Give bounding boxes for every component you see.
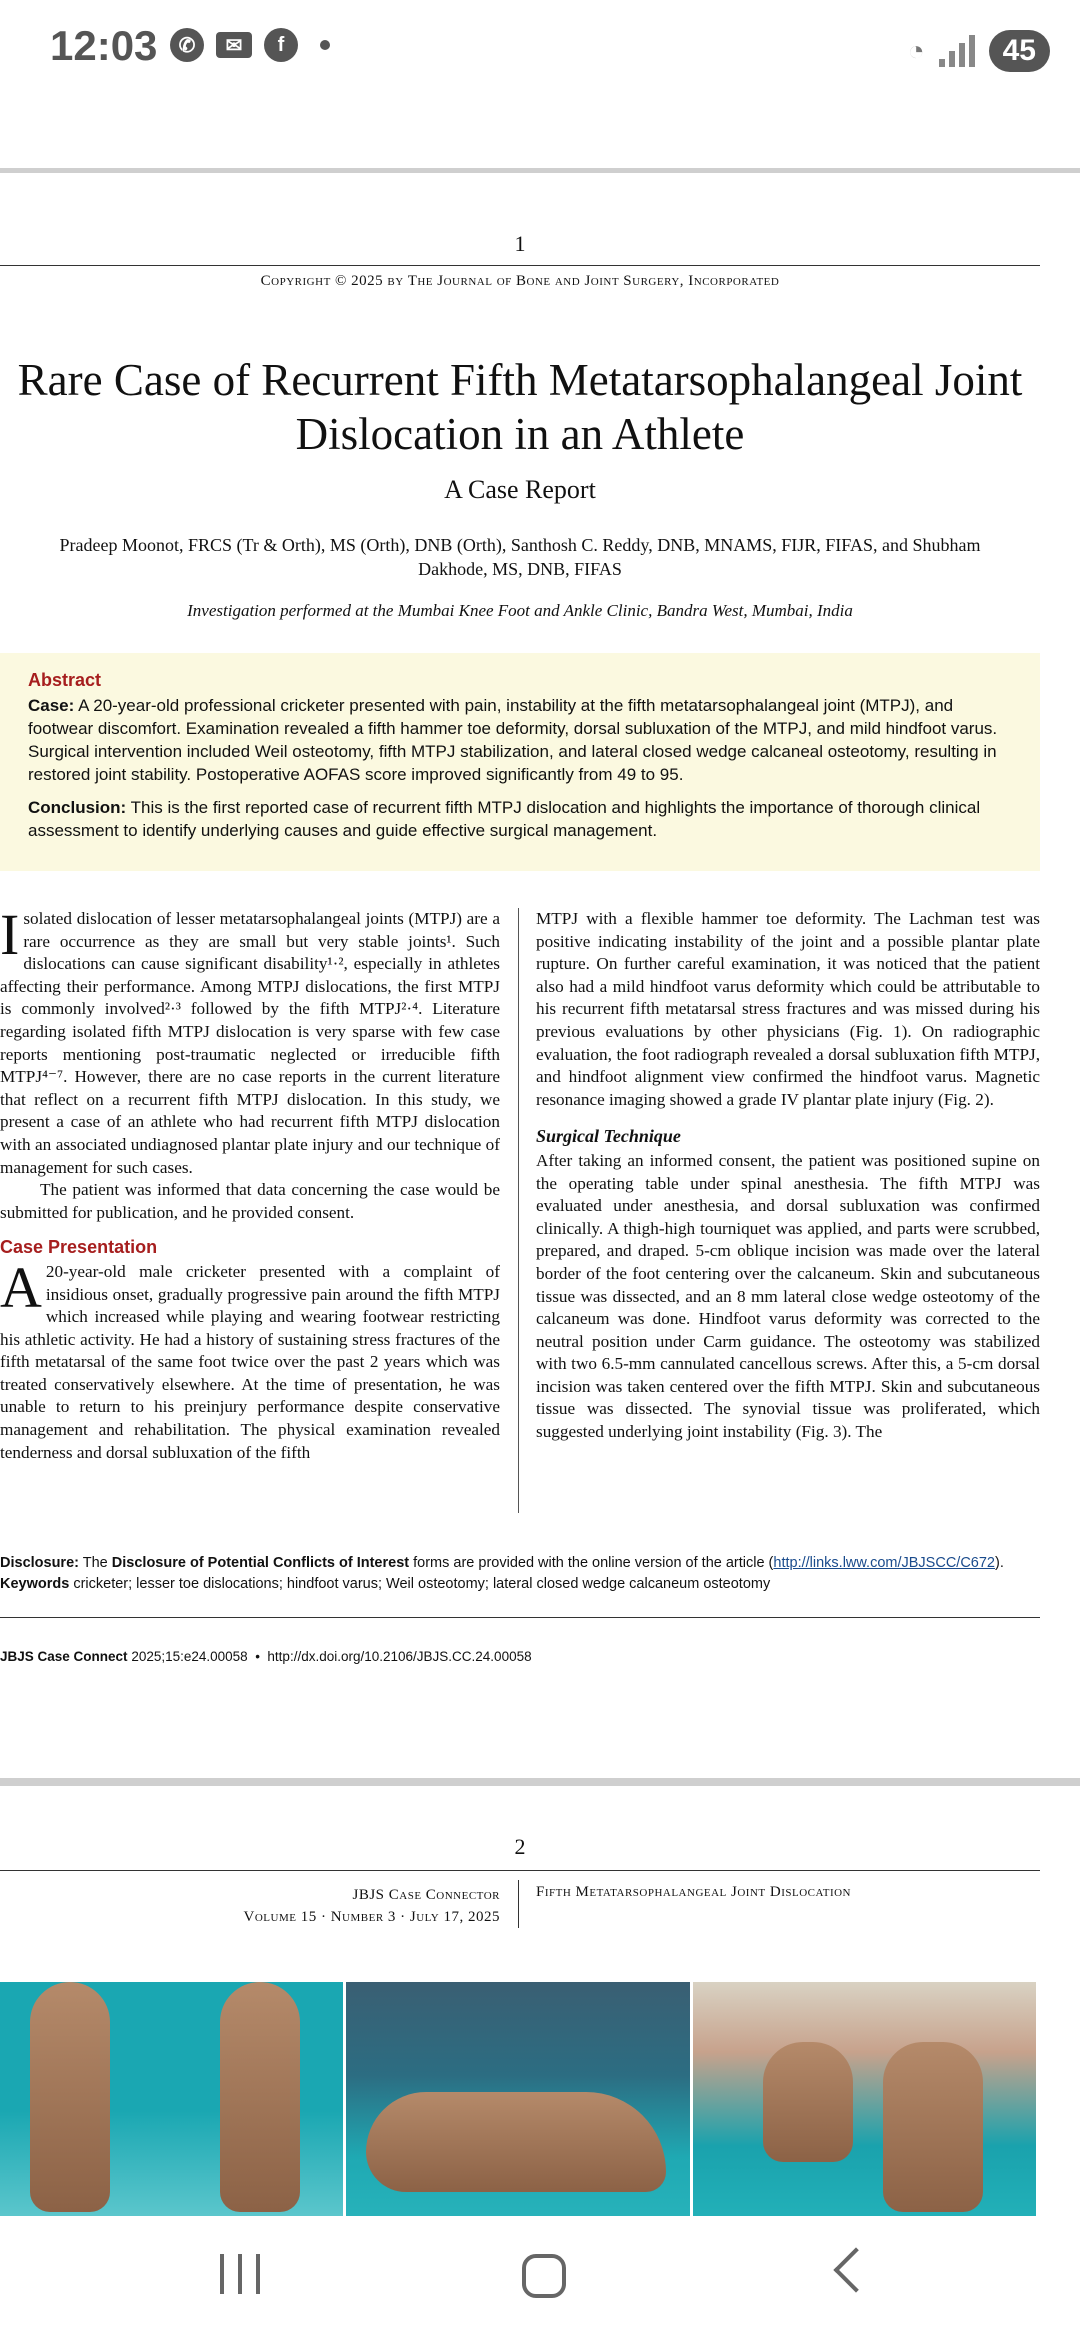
dot-icon: [320, 40, 330, 50]
header-rule: [0, 265, 1040, 266]
disclosure-block: [0, 1553, 1040, 1595]
disclosure-line: Disclosure: The Disclosure of Potential Conflicts of Interest forms are provided with the online version of the article (http://links.lww.com/JBJSCC/C672).: [0, 1555, 1004, 1571]
abstract-box: [0, 653, 1040, 871]
article-title: Rare Case of Recurrent Fifth Metatarsophalangeal Joint Dislocation in an Athlete: [17, 355, 1023, 459]
recent-apps-icon[interactable]: [220, 2254, 260, 2294]
running-header-right: Fifth Metatarsophalangeal Joint Dislocation: [536, 1884, 851, 1900]
page-number: 2: [514, 1834, 526, 1859]
whatsapp-icon: ✆: [170, 28, 204, 62]
authors: Pradeep Moonot, FRCS (Tr & Orth), MS (Orth), DNB (Orth), Santhosh C. Reddy, DNB, MNAMS, FIJR, FIFAS, and Shubham Dakhode, MS, DNB, FIFAS: [59, 535, 981, 579]
photo-feet-standing: [693, 1982, 1036, 2216]
abstract-case: [28, 694, 1012, 786]
home-icon[interactable]: [522, 2254, 566, 2298]
status-bar: [0, 0, 1080, 110]
article-subtitle: A Case Report: [444, 475, 596, 504]
consent-paragraph: The patient was informed that data concerning the case would be submitted for publication, and he provided consent.: [0, 1180, 500, 1222]
keywords-line: Keywords cricketer; lesser toe dislocations; hindfoot varus; Weil osteotomy; lateral closed wedge calcaneum osteotomy: [0, 1576, 771, 1592]
left-column: [0, 902, 500, 1464]
facebook-icon: f: [264, 28, 298, 62]
disclosure-link[interactable]: http://links.lww.com/JBJSCC/C672: [773, 1555, 995, 1571]
surgical-paragraph: After taking an informed consent, the patient was positioned supine on the operating table under spinal anesthesia. The fifth MTPJ was evaluated under anesthesia, and dorsal subluxation was confirmed clinically. A thigh-high tourniquet was applied, and parts were scrubbed, prepared, and draped. 5-cm oblique incision was made over the lateral border of the foot centering over the calcaneum. Skin and subcutaneous tissue was dissected, and an 8 mm lateral close wedge osteotomy of the calcaneum was done. Hindfoot varus deformity was corrected to the neutral position under Carm guidance. The osteotomy was stabilized with two 6.5-mm cannulated cancellous screws. After this, a 5-cm dorsal incision was taken centered over the fifth MTPJ. Skin and subcutaneous tissue was dissected. The synovial tissue was proliferated, which suggested underlying joint instability (Fig. 3). The: [536, 1150, 1040, 1442]
citation-line: JBJS Case Connect 2025;15:e24.00058 • http://dx.doi.org/10.2106/JBJS.CC.24.00058: [0, 1649, 532, 1664]
footer-rule: [0, 1617, 1040, 1618]
pdf-page-1[interactable]: [0, 168, 1080, 1771]
abstract-conclusion: [28, 796, 1012, 842]
running-header-left: JBJS Case Connector Volume 15 · Number 3 · July 17, 2025: [243, 1887, 500, 1925]
abstract-heading: Abstract: [28, 670, 102, 690]
exam-paragraph: MTPJ with a flexible hammer toe deformity. The Lachman test was positive indicating instability of the joint and a possible plantar plate rupture. On further careful examination, it was noticed that the patient also had a mild hindfoot varus deformity which could be attributable to his recurrent fifth metatarsal stress fractures and was missed during his previous evaluations by other physicians (Fig. 1). On radiographic evaluation, the foot radiograph revealed a dorsal subluxation fifth MTPJ, and hindfoot alignment view confirmed the hindfoot varus. Magnetic resonance imaging showed a grade IV plantar plate injury (Fig. 2).: [536, 909, 1040, 1109]
wifi-icon: ◔: [907, 35, 925, 66]
conclusion-label: Conclusion:: [28, 798, 127, 817]
copyright-line: Copyright © 2025 by The Journal of Bone and Joint Surgery, Incorporated: [260, 273, 780, 289]
case-text: A 20-year-old professional cricketer presented with pain, instability at the fifth metatarsophalangeal joint (MTPJ), and footwear discomfort. Examination revealed a fifth hammer toe deformity, dorsal subluxation of the MTPJ, and mild hindfoot varus. Surgical intervention included Weil osteotomy, fifth MTPJ stabilization, and lateral closed wedge calcaneal osteotomy, resulting in restored joint stability. Postoperative AOFAS score improved significantly from 49 to 95.: [28, 696, 998, 784]
page-number: 1: [514, 231, 526, 256]
institution: Investigation performed at the Mumbai Knee Foot and Ankle Clinic, Bandra West, Mumbai, India: [187, 601, 853, 620]
intro-paragraph: Isolated dislocation of lesser metatarsophalangeal joints (MTPJ) are a rare occurrence as they are small but very stable joints¹. Such dislocations can cause significant disability¹·², especially in athletes affecting their performance. Among MTPJ dislocations, the first MTPJ is commonly involved²·³ followed by the fifth MTPJ²·⁴. Literature regarding isolated fifth MTPJ dislocation is very sparse with few case reports mentioning post-traumatic neglected or irreducible fifth MTPJ⁴⁻⁷. However, there are no case reports in the current literature that reflect on a recurrent fifth MTPJ dislocation. In this study, we present a case of an athlete who had recurrent fifth MTPJ dislocation with an associated undiagnosed plantar plate injury and our technique of management for such cases.: [0, 902, 500, 1177]
mail-icon: ✉: [216, 32, 252, 58]
photo-feet-front: [0, 1982, 343, 2216]
signal-icon: [939, 35, 975, 67]
battery-indicator: 45: [989, 30, 1050, 72]
header-divider: [518, 1880, 519, 1928]
photo-feet-side: [346, 1982, 689, 2216]
dropcap: I: [0, 902, 20, 967]
doi-link[interactable]: http://dx.doi.org/10.2106/JBJS.CC.24.00058: [267, 1649, 532, 1664]
right-column: [536, 908, 1040, 1444]
nav-bar: [0, 2216, 1080, 2340]
dropcap: A: [0, 1254, 42, 1320]
conclusion-text: This is the first reported case of recurrent fifth MTPJ dislocation and highlights the importance of thorough clinical assessment to identify underlying causes and guide effective surgical management.: [28, 798, 981, 840]
pdf-page-2[interactable]: [0, 1778, 1080, 2216]
figure-1-photos: [0, 1982, 1036, 2216]
case-presentation-heading: Case Presentation: [0, 1237, 158, 1258]
case-paragraph: A 20-year-old male cricketer presented with a complaint of insidious onset, gradually progressive pain around the fifth MTPJ which increased while playing and wearing footwear restricting his athletic activity. He had a history of sustaining stress fractures of the fifth metatarsal of the same foot twice over the past 2 years which was treated conservatively elsewhere. At the time of presentation, he was unable to return to his preinjury performance despite conservative management and rehabilitation. The physical examination revealed tenderness and dorsal subluxation of the fifth: [0, 1254, 500, 1462]
surgical-technique-heading: Surgical Technique: [536, 1126, 681, 1147]
back-icon[interactable]: [833, 2247, 878, 2292]
clock: 12:03: [50, 22, 158, 69]
header-rule: [0, 1870, 1040, 1871]
column-divider: [518, 908, 519, 1513]
case-label: Case:: [28, 696, 75, 715]
